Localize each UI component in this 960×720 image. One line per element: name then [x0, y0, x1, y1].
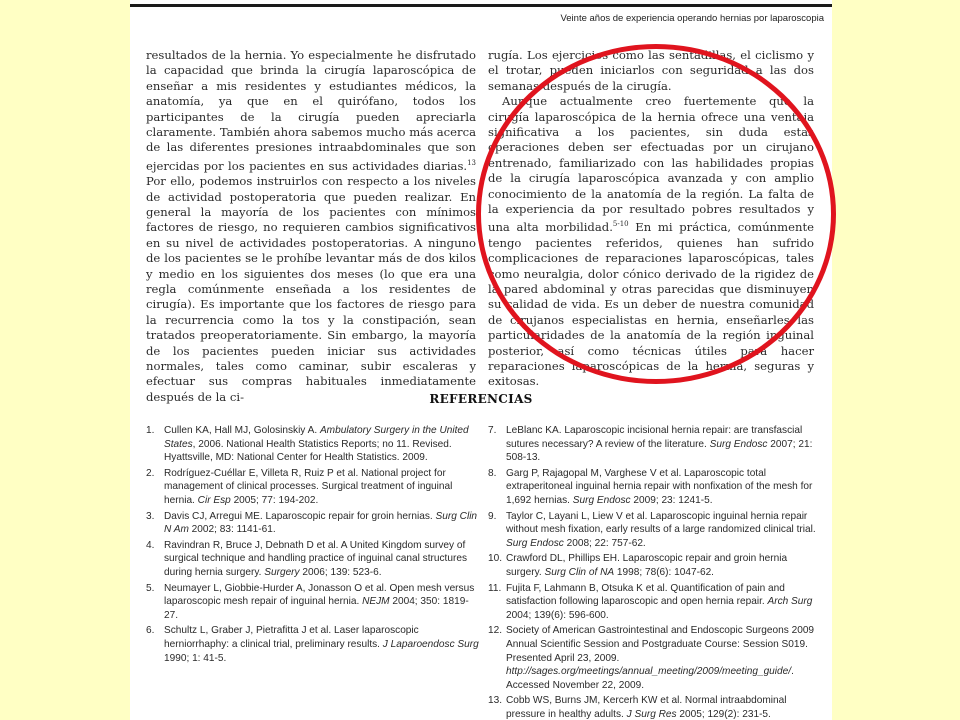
- reference-number: 4.: [146, 539, 155, 551]
- reference-item: [488, 624, 818, 692]
- reference-text: 2004; 139(6): 596-600.: [506, 609, 609, 621]
- citation-superscript: 5-10: [612, 220, 629, 229]
- reference-source: Surg Endosc: [506, 537, 564, 549]
- reference-text: 2007; 21: 508-13.: [506, 438, 813, 464]
- reference-item: [146, 582, 482, 623]
- reference-source: Arch Surg: [767, 596, 813, 608]
- reference-text: Society of American Gastrointestinal and Endoscopic Surgeons 2009 Annual Scientific Session and Postgraduate Course: Session S019. Presented April 23, 2009.: [506, 625, 815, 664]
- document-page: [130, 0, 832, 720]
- reference-number: 11.: [488, 582, 502, 594]
- paragraph: rugía. Los ejercicios como las sentadillas, el ciclismo y el trotar, pueden iniciarlos con seguridad a las dos semanas después de la cirugía.: [488, 48, 814, 93]
- reference-item: [488, 552, 818, 579]
- references-heading: REFERENCIAS: [429, 392, 533, 406]
- reference-source: Surg Endosc: [709, 438, 768, 450]
- reference-text: Garg P, Rajagopal M, Varghese V et al. Laparoscopic total extraperitoneal inguinal hernia repair with nonfixation of the mesh for 1,692 hernias.: [506, 467, 813, 506]
- text-column-left: [146, 48, 476, 405]
- reference-text: Neumayer L, Giobbie-Hurder A, Jonasson O et al. Open mesh versus laparoscopic mesh repair of inguinal hernia.: [164, 582, 475, 608]
- reference-text: 2005; 129(2): 231-5.: [676, 708, 771, 720]
- reference-text: 1998; 78(6): 1047-62.: [614, 566, 714, 578]
- reference-item: [146, 510, 482, 537]
- reference-text: Ravindran R, Bruce J, Debnath D et al. A United Kingdom survey of surgical technique and handling practice of inguinal canal structures during hernia surgery.: [164, 539, 467, 578]
- reference-number: 9.: [488, 510, 497, 522]
- running-head: Veinte años de experiencia operando hernias por laparoscopia: [560, 13, 824, 24]
- reference-text: Cobb WS, Burns JM, Kercerh KW et al. Normal intraabdominal pressure in healthy adults.: [506, 695, 787, 720]
- reference-text: Crawford DL, Phillips EH. Laparoscopic repair and groin hernia surgery.: [506, 553, 788, 578]
- reference-source: Cir Esp: [197, 494, 231, 506]
- reference-item: [488, 510, 818, 551]
- reference-text: , 2006. National Health Statistics Reports; no 11. Revised. Hyattsville, MD: National Center for Health Statistics. 2009.: [164, 438, 452, 464]
- reference-item: [488, 694, 818, 720]
- reference-text: Fujita F, Lahmann B, Otsuka K et al. Quantification of pain and satisfaction following laparoscopic and open hernia repair.: [506, 582, 785, 608]
- paragraph: [146, 48, 476, 405]
- reference-text: Davis CJ, Arregui ME. Laparoscopic repair for groin hernias.: [164, 510, 436, 522]
- paragraph-text: Aunque actualmente creo fuertemente que la cirugía laparoscópica de la hernia ofrece una ventaja significativa a los pacientes, sin duda estas operaciones deben ser efectuadas por un cirujano entrenado, familiarizado con las habilidades propias de la cirugía laparoscópica avanzada y con amplio conocimiento de la anatomía de la región. La falta de la experiencia da por resultado pobres resultados y una alta morbilidad.: [488, 94, 814, 235]
- reference-number: 2.: [146, 467, 155, 479]
- citation-superscript: 13: [467, 158, 476, 167]
- reference-item: [488, 424, 818, 465]
- reference-number: 12.: [488, 625, 503, 637]
- reference-number: 8.: [488, 467, 497, 479]
- reference-text: LeBlanc KA. Laparoscopic incisional hernia repair: are transfascial sutures necessary? A review of the literature.: [506, 425, 803, 450]
- reference-source: Surgery: [264, 566, 300, 578]
- reference-item: [488, 582, 818, 623]
- reference-item: [146, 424, 482, 465]
- reference-number: 5.: [146, 582, 155, 594]
- reference-text: 2009; 23: 1241-5.: [630, 494, 713, 506]
- reference-text: Taylor C, Layani L, Liew V et al. Laparoscopic inguinal hernia repair without mesh fixation, early results of a large randomized clinical trial.: [506, 510, 816, 536]
- reference-text: 1990; 1: 41-5.: [164, 652, 227, 664]
- reference-source: J Surg Res: [626, 708, 677, 720]
- reference-source: NEJM: [362, 596, 390, 608]
- reference-list-right: [488, 424, 818, 720]
- paragraph-text: resultados de la hernia. Yo especialmente he disfrutado la capacidad que brinda la cirugía laparoscópica de enseñar a mis residentes y estudiantes médicos, la anatomía, ya que en el quirófano, todos los participantes de la cirugía pueden apreciarla claramente. También ahora sabemos mucho más acerca de las diferentes presiones intraabdominales que son ejercidas por los pacientes en sus actividades diarias.: [146, 48, 476, 173]
- reference-source: Surg Clin N Am: [164, 510, 478, 536]
- reference-text: 2005; 77: 194-202.: [230, 494, 319, 506]
- reference-item: [146, 539, 482, 580]
- reference-text: 2004; 350: 1819-27.: [164, 596, 469, 621]
- reference-number: 1.: [146, 425, 155, 436]
- reference-source: http://sages.org/meetings/annual_meeting/2009/meeting_guide/: [506, 666, 792, 678]
- reference-text: 2006; 139: 523-6.: [299, 566, 382, 578]
- paragraph-text: Por ello, podemos instruirlos con respecto a los niveles de actividad postoperatoria que pueden realizar. En general la mayoría de los pacientes con mínimos factores de riesgo, no requieren cambios significativos en su nivel de actividades postoperatorias. A ninguno de los pacientes se le prohíbe levantar más de dos kilos y medio en los siguientes dos meses (lo que era una regla comúnmente enseñada a los residentes de cirugía). Es importante que los factores de riesgo para la recurrencia como la tos y la constipación, sean tratados preoperatoriamente. Sin embargo, la mayoría de los pacientes pueden iniciar sus actividades normales, tales como caminar, subir escaleras y efectuar sus compras habituales inmediatamente después de la ci-: [146, 174, 476, 404]
- reference-number: 7.: [488, 425, 497, 436]
- reference-number: 6.: [146, 625, 155, 637]
- reference-text: Schultz L, Graber J, Pietrafitta J et al. Laser laparoscopic herniorrhaphy: a clinical trial, preliminary results.: [164, 625, 419, 650]
- paragraph-text: En mi práctica, comúnmente tengo pacientes referidos, quienes han sufrido complicaciones de reparaciones laparoscópicas, tales como neuralgia, dolor cónico derivado de la rigidez de la pared abdominal y otras parecidas que disminuyen su calidad de vida. Es un deber de nuestra comunidad de cirujanos especialistas en hernia, enseñarles las particularidades de la anatomía de la región inguinal posterior, así como técnicas útiles para hacer reparaciones laparoscópicas de la hernia, seguras y exitosas.: [488, 220, 814, 389]
- reference-source: Surg Endosc: [572, 494, 631, 506]
- reference-source: Ambulatory Surgery in the United States: [164, 425, 469, 450]
- header-rule: [130, 4, 832, 7]
- reference-source: Surg Clin of NA: [544, 566, 615, 578]
- reference-item: [146, 467, 482, 508]
- reference-text: 2002; 83: 1141-61.: [188, 524, 276, 536]
- reference-text: . Accessed November 22, 2009.: [506, 666, 794, 691]
- reference-item: [488, 467, 818, 508]
- reference-source: J Laparoendosc Surg: [382, 638, 479, 650]
- reference-item: [146, 624, 482, 665]
- reference-number: 13.: [488, 695, 503, 707]
- reference-number: 10.: [488, 553, 503, 565]
- text-column-right: [488, 48, 814, 390]
- reference-number: 3.: [146, 510, 155, 522]
- reference-list-left: [146, 424, 482, 667]
- reference-text: Rodríguez-Cuéllar E, Villeta R, Ruiz P et al. National project for management of clinical processes. Surgical treatment of inguinal hernia.: [164, 467, 453, 506]
- paragraph: [488, 94, 814, 390]
- reference-text: 2008; 22: 757-62.: [563, 537, 646, 549]
- reference-text: Cullen KA, Hall MJ, Golosinskiy A.: [164, 425, 320, 436]
